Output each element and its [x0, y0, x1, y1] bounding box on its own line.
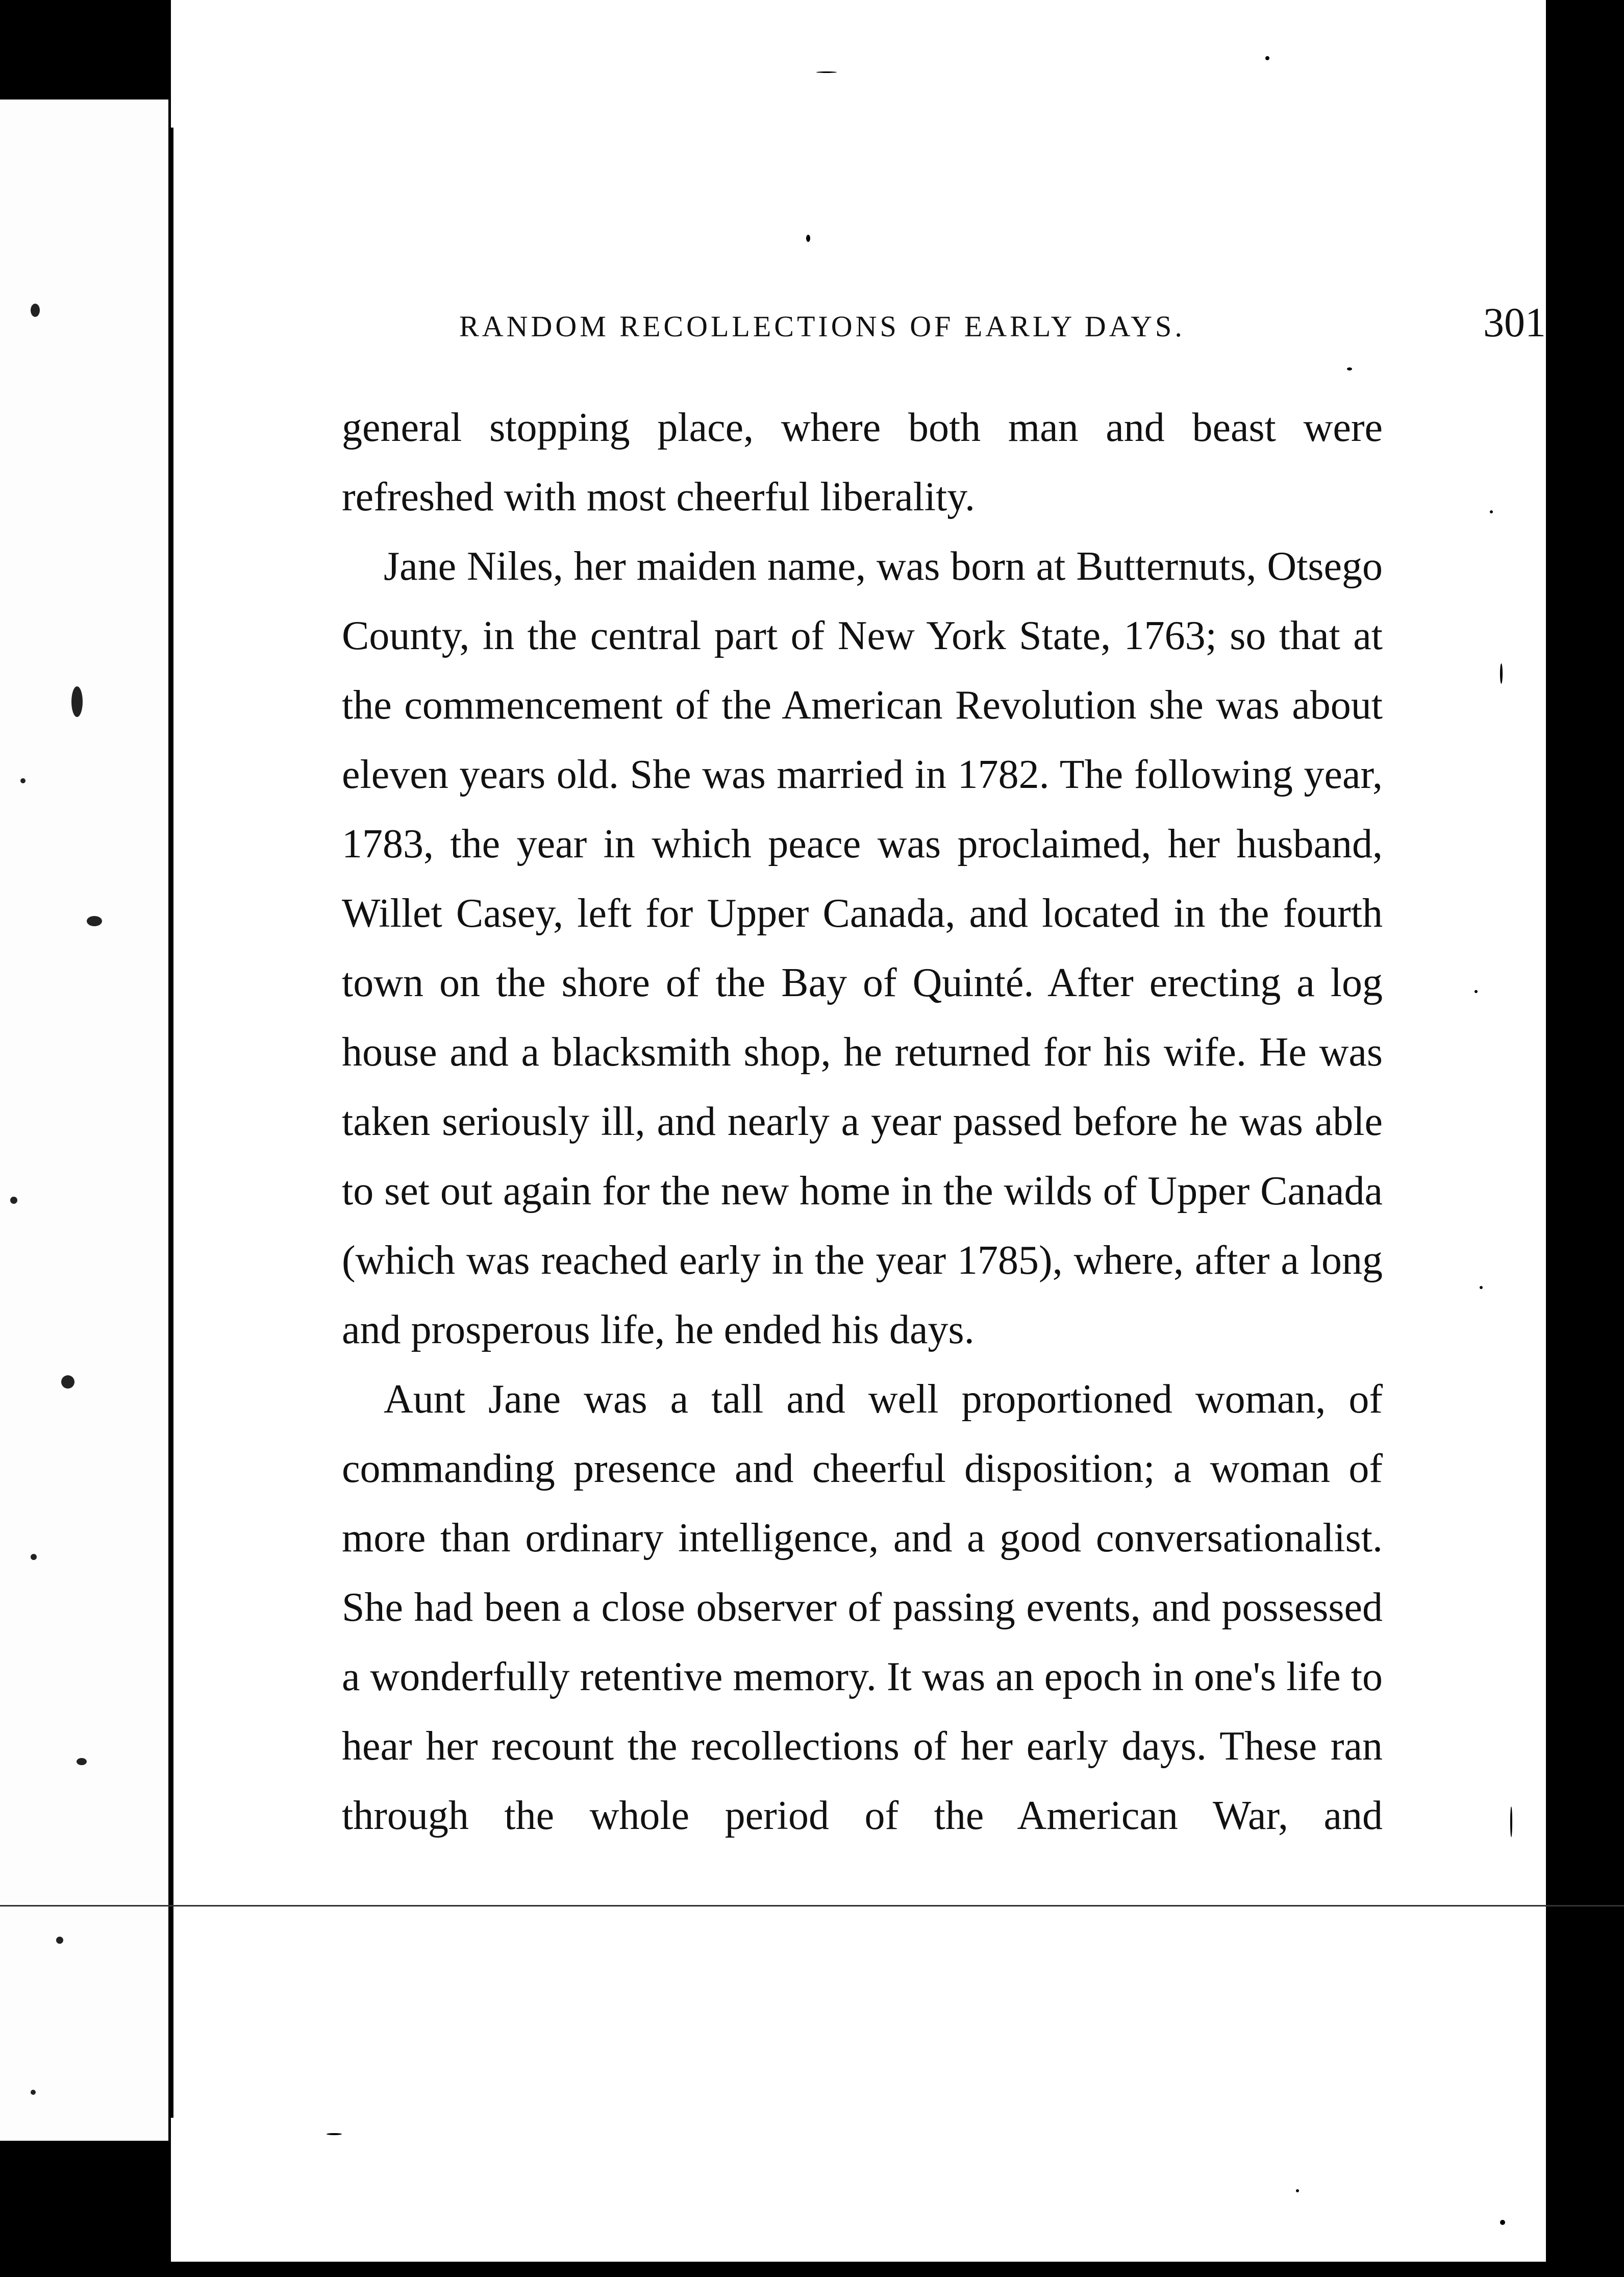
paragraph-continuation: general stopping place, where both man and beast were refreshed with most cheerful liberality.: [342, 405, 1383, 519]
scan-speck: [1347, 367, 1352, 370]
paragraph-jane-niles: Jane Niles, her maiden name, was born at Butternuts, Otsego County, in the central part of New York State, 1763; so that at the commencement of the American Revolution she was about eleven years old. She was married in 1782. The following year, 1783, the year in which peace was proclaimed, her husband, Willet Casey, left for Upper Canada, and located in the fourth town on the shore of the Bay of Quinté. After erecting a log house and a blacksmith shop, he returned for his wife. He was taken seriously ill, and nearly a year passed before he was able to set out again for the new home in the wilds of Upper Canada (which was reached early in the year 1785), where, after a long and prosperous life, he ended his days.: [342, 544, 1383, 1352]
scan-speck: [1510, 1806, 1512, 1837]
scan-speck: [1490, 510, 1493, 513]
book-page: [173, 0, 1546, 2262]
scan-speck: [327, 2133, 342, 2135]
scan-speck: [806, 235, 810, 242]
scan-speck: [1500, 2220, 1505, 2225]
scan-speck: [1296, 2189, 1299, 2192]
scan-border-bottom: [0, 2262, 1624, 2277]
page-number: 301: [1483, 299, 1546, 345]
body-text: [342, 393, 1383, 1850]
scan-speck: [816, 71, 837, 73]
running-title: RANDOM RECOLLECTIONS OF EARLY DAYS.: [459, 310, 1185, 343]
facing-page-edge: [0, 100, 168, 2141]
scan-speck: [1475, 990, 1478, 993]
running-head: [459, 299, 1571, 344]
scan-speck: [1500, 663, 1503, 684]
paragraph-aunt-jane: Aunt Jane was a tall and well proportioned woman, of commanding presence and cheerful disposition; a woman of more than ordinary intelligence, and a good conversationalist. She had been a close observer of passing events, and possessed a wonderfully retentive memory. It was an epoch in one's life to hear her recount the recollections of her early days. These ran through the whole period of the American War, and: [342, 1377, 1383, 1838]
scan-speck: [1480, 1286, 1483, 1289]
scan-speck: [1265, 56, 1269, 60]
scan-line: [0, 1905, 1624, 1907]
